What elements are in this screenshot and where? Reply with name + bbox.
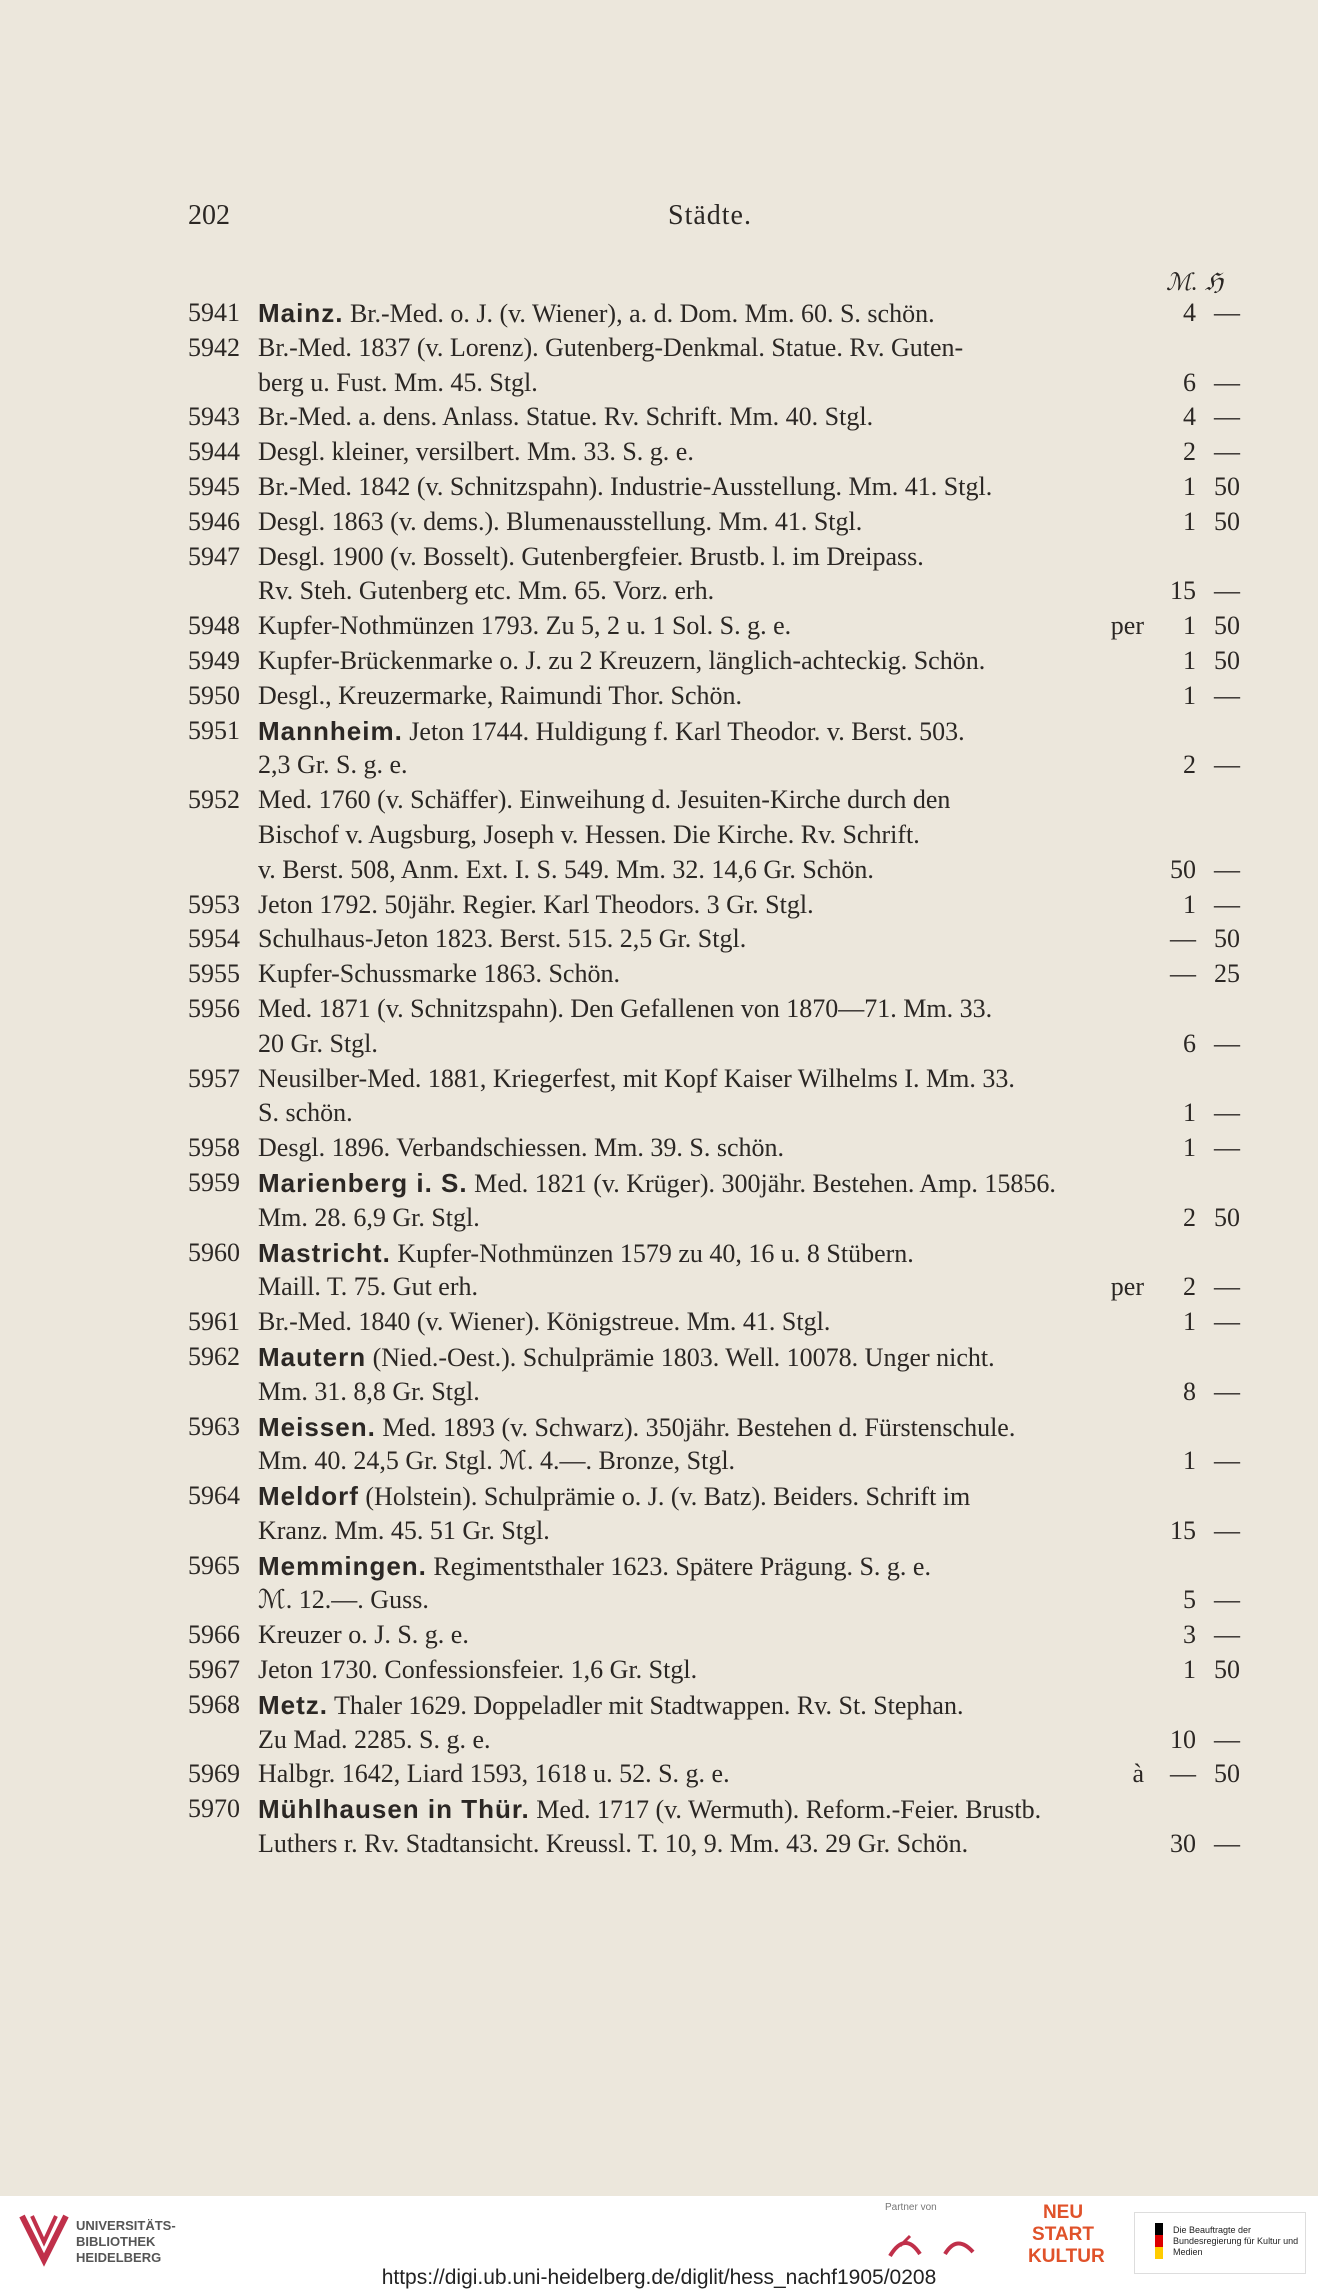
- entry-number: 5967: [188, 1655, 240, 1685]
- entry-number: 5955: [188, 959, 240, 989]
- entry-row: [0, 1479, 1318, 1514]
- entry-description: [258, 1166, 1148, 1202]
- entry-text: Mm. 40. 24,5 Gr. Stgl. ℳ. 4.—. Bronze, Stgl.: [258, 1446, 736, 1476]
- entry-row: [0, 1444, 1318, 1479]
- entry-description: [258, 992, 1148, 1027]
- page-header: [0, 200, 1318, 240]
- entry-description: [258, 748, 1148, 783]
- entry-row: [0, 1410, 1318, 1445]
- entry-price-pfennig: 50: [1214, 924, 1240, 954]
- entry-text: Kupfer-Brückenmarke o. J. zu 2 Kreuzern, länglich-achteckig. Schön.: [258, 645, 986, 675]
- bkm-text: Die Beauftragte der Bundesregierung für Kultur und Medien: [1173, 2225, 1299, 2257]
- entry-text: Br.-Med. 1837 (v. Lorenz). Gutenberg-Denkmal. Statue. Rv. Guten-: [258, 332, 964, 362]
- entry-row: [0, 470, 1318, 505]
- entry-row: [0, 1549, 1318, 1584]
- page-number: 202: [188, 200, 230, 231]
- entry-price-pfennig: 50: [1214, 506, 1240, 536]
- entry-price-pfennig: —: [1214, 1272, 1240, 1302]
- entry-price-pfennig: —: [1214, 1133, 1240, 1163]
- entry-place-name: Meissen.: [258, 1411, 376, 1442]
- currency-pfennig-heading: ℌ: [1205, 270, 1224, 296]
- entry-number: 5968: [188, 1689, 240, 1719]
- entry-price-mark: 8: [1183, 1376, 1196, 1406]
- entry-description: [258, 1827, 1148, 1862]
- entry-text: Zu Mad. 2285. S. g. e.: [258, 1724, 491, 1754]
- entry-price-qualifier: per: [1110, 611, 1144, 641]
- library-line1: UNIVERSITÄTS-: [76, 2218, 176, 2233]
- entry-text: Med. 1717 (v. Wermuth). Reform.-Feier. Brustb.: [529, 1795, 1042, 1825]
- entry-description: [258, 1444, 1148, 1479]
- entry-text: Kreuzer o. J. S. g. e.: [258, 1620, 469, 1650]
- university-library-logo-icon[interactable]: [14, 2208, 74, 2268]
- entry-price-mark: 1: [1183, 506, 1196, 536]
- entry-row: [0, 1027, 1318, 1062]
- entry-place-name: Mastricht.: [258, 1237, 391, 1268]
- entry-price-mark: 6: [1183, 367, 1196, 397]
- entry-row: [0, 1827, 1318, 1862]
- entry-number: 5954: [188, 924, 240, 954]
- entry-description: [258, 1027, 1148, 1062]
- entry-description: [258, 1723, 1148, 1758]
- entry-row: [0, 1583, 1318, 1618]
- entry-price-pfennig: —: [1214, 1376, 1240, 1406]
- neustart-line2: START: [1032, 2224, 1094, 2245]
- partner-label: Partner von: [885, 2202, 937, 2213]
- entry-number: 5969: [188, 1759, 240, 1789]
- entry-row: [0, 609, 1318, 644]
- entry-price-pfennig: —: [1214, 402, 1240, 432]
- entry-price-pfennig: —: [1214, 1515, 1240, 1545]
- entry-price-mark: 1: [1183, 611, 1196, 641]
- entry-row: [0, 505, 1318, 540]
- entry-price-mark: 2: [1183, 1202, 1196, 1232]
- entry-description: [258, 1062, 1148, 1097]
- entry-place-name: Memmingen.: [258, 1550, 427, 1581]
- entry-row: [0, 366, 1318, 401]
- library-line3: HEIDELBERG: [76, 2250, 162, 2265]
- entry-price-pfennig: —: [1214, 1724, 1240, 1754]
- german-flag-icon: [1155, 2223, 1163, 2259]
- entry-price-pfennig: —: [1214, 367, 1240, 397]
- entry-description: [258, 1305, 1148, 1340]
- entry-row: [0, 1653, 1318, 1688]
- entry-price-mark: 4: [1183, 402, 1196, 432]
- entry-number: 5963: [188, 1411, 240, 1441]
- entry-price-mark: —: [1170, 924, 1196, 954]
- entry-row: [0, 435, 1318, 470]
- entry-row: [0, 1062, 1318, 1097]
- entry-description: [258, 574, 1148, 609]
- entry-price-mark: 1: [1183, 645, 1196, 675]
- entry-text: Jeton 1792. 50jähr. Regier. Karl Theodors. 3 Gr. Stgl.: [258, 889, 814, 919]
- entry-text: (Holstein). Schulprämie o. J. (v. Batz). Beiders. Schrift im: [358, 1482, 971, 1512]
- entry-text: Mm. 31. 8,8 Gr. Stgl.: [258, 1376, 480, 1406]
- entry-description: [258, 1514, 1148, 1549]
- neustart-line3: KULTUR: [1028, 2246, 1105, 2267]
- entry-description: [258, 1549, 1148, 1585]
- bkm-logo[interactable]: [1134, 2212, 1306, 2274]
- entry-place-name: Mautern: [258, 1341, 367, 1372]
- entry-price-mark: 1: [1183, 1307, 1196, 1337]
- entry-place-name: Marienberg i. S.: [258, 1167, 468, 1198]
- entry-number: 5945: [188, 471, 240, 501]
- entry-description: [258, 366, 1148, 401]
- entry-price-mark: 1: [1183, 680, 1196, 710]
- entry-price-pfennig: 50: [1214, 1202, 1240, 1232]
- entry-row: [0, 331, 1318, 366]
- library-line2: BIBLIOTHEK: [76, 2234, 156, 2249]
- permalink-url[interactable]: https://digi.ub.uni-heidelberg.de/diglit/hess_nachf1905/0208: [381, 2266, 937, 2289]
- entry-price-mark: 3: [1183, 1620, 1196, 1650]
- entry-price-pfennig: —: [1214, 854, 1240, 884]
- entry-place-name: Metz.: [258, 1689, 328, 1720]
- entry-description: [258, 1375, 1148, 1410]
- entry-row: [0, 1305, 1318, 1340]
- entry-row: [0, 296, 1318, 331]
- entry-row: [0, 1166, 1318, 1201]
- entry-description: [258, 679, 1148, 714]
- partner-logo-icon[interactable]: [885, 2226, 985, 2266]
- entry-number: 5960: [188, 1237, 240, 1267]
- entry-description: [258, 957, 1148, 992]
- entry-text: Desgl. kleiner, versilbert. Mm. 33. S. g. e.: [258, 437, 694, 467]
- entry-description: [258, 853, 1148, 888]
- entry-price-mark: 2: [1183, 437, 1196, 467]
- entry-row: [0, 888, 1318, 923]
- entry-price-qualifier: à: [1132, 1759, 1144, 1789]
- entry-price-pfennig: 50: [1214, 611, 1240, 641]
- entry-description: [258, 783, 1148, 818]
- entry-row: [0, 714, 1318, 749]
- entry-text: Kupfer-Schussmarke 1863. Schön.: [258, 959, 620, 989]
- entry-price-pfennig: —: [1214, 576, 1240, 606]
- entry-description: [258, 1096, 1148, 1131]
- entry-number: 5958: [188, 1133, 240, 1163]
- entry-row: [0, 853, 1318, 888]
- entry-price-pfennig: —: [1214, 750, 1240, 780]
- entry-description: [258, 1479, 1148, 1515]
- entry-text: Halbgr. 1642, Liard 1593, 1618 u. 52. S. g. e.: [258, 1759, 730, 1789]
- entry-text: Jeton 1730. Confessionsfeier. 1,6 Gr. Stgl.: [258, 1655, 698, 1685]
- entry-row: [0, 1375, 1318, 1410]
- entry-description: [258, 1270, 1148, 1305]
- entry-text: Mm. 28. 6,9 Gr. Stgl.: [258, 1202, 480, 1232]
- entry-number: 5959: [188, 1167, 240, 1197]
- entry-text: 20 Gr. Stgl.: [258, 1028, 378, 1058]
- entry-price-mark: 6: [1183, 1028, 1196, 1058]
- entry-number: 5956: [188, 993, 240, 1023]
- entry-text: Desgl. 1900 (v. Bosselt). Gutenbergfeier. Brustb. l. im Dreipass.: [258, 541, 924, 571]
- entry-text: ℳ. 12.—. Guss.: [258, 1585, 429, 1615]
- entry-row: [0, 748, 1318, 783]
- entry-description: [258, 400, 1148, 435]
- entry-row: [0, 1688, 1318, 1723]
- entry-description: [258, 331, 1148, 366]
- entry-description: [258, 1653, 1148, 1688]
- entry-text: Bischof v. Augsburg, Joseph v. Hessen. Die Kirche. Rv. Schrift.: [258, 819, 920, 849]
- entry-text: Br.-Med. 1840 (v. Wiener). Königstreue. Mm. 41. Stgl.: [258, 1307, 831, 1337]
- entry-text: Schulhaus-Jeton 1823. Berst. 515. 2,5 Gr. Stgl.: [258, 924, 747, 954]
- entry-description: [258, 1236, 1148, 1272]
- entry-price-pfennig: —: [1214, 298, 1240, 327]
- entry-text: Kranz. Mm. 45. 51 Gr. Stgl.: [258, 1515, 550, 1545]
- entry-row: [0, 1723, 1318, 1758]
- entry-price-pfennig: —: [1214, 1446, 1240, 1476]
- entry-description: [258, 609, 1148, 644]
- entry-description: [258, 1583, 1148, 1618]
- entry-description: [258, 1410, 1148, 1446]
- entry-row: [0, 1792, 1318, 1827]
- entry-row: [0, 1096, 1318, 1131]
- entry-text: Br.-Med. o. J. (v. Wiener), a. d. Dom. Mm. 60. S. schön.: [343, 299, 935, 328]
- entry-price-qualifier: per: [1110, 1272, 1144, 1302]
- catalogue-entries: [0, 296, 1318, 1862]
- entry-row: [0, 400, 1318, 435]
- entry-price-pfennig: —: [1214, 437, 1240, 467]
- entry-place-name: Mühlhausen in Thür.: [258, 1794, 530, 1825]
- entry-description: [258, 296, 1148, 332]
- entry-number: 5965: [188, 1550, 240, 1580]
- entry-price-mark: 1: [1183, 471, 1196, 501]
- entry-price-mark: 1: [1183, 1133, 1196, 1163]
- entry-text: Br.-Med. 1842 (v. Schnitzspahn). Industrie-Ausstellung. Mm. 41. Stgl.: [258, 471, 993, 501]
- entry-text: Rv. Steh. Gutenberg etc. Mm. 65. Vorz. erh.: [258, 576, 715, 606]
- entry-number: 5949: [188, 645, 240, 675]
- entry-number: 5947: [188, 541, 240, 571]
- entry-row: [0, 679, 1318, 714]
- entry-text: Desgl., Kreuzermarke, Raimundi Thor. Schön.: [258, 680, 743, 710]
- entry-description: [258, 714, 1148, 750]
- entry-row: [0, 1514, 1318, 1549]
- entry-text: berg u. Fust. Mm. 45. Stgl.: [258, 367, 538, 397]
- entry-number: 5957: [188, 1063, 240, 1093]
- entry-row: [0, 783, 1318, 818]
- entry-price-mark: 2: [1183, 750, 1196, 780]
- entry-price-pfennig: —: [1214, 1829, 1240, 1859]
- entry-text: Desgl. 1896. Verbandschiessen. Mm. 39. S. schön.: [258, 1133, 784, 1163]
- entry-number: 5962: [188, 1341, 240, 1371]
- entry-text: Thaler 1629. Doppeladler mit Stadtwappen. Rv. St. Stephan.: [328, 1690, 964, 1720]
- entry-row: [0, 1236, 1318, 1271]
- entry-text: Maill. T. 75. Gut erh.: [258, 1272, 479, 1302]
- entry-text: Med. 1893 (v. Schwarz). 350jähr. Bestehen d. Fürstenschule.: [375, 1412, 1016, 1442]
- entry-description: [258, 1792, 1148, 1828]
- entry-description: [258, 1340, 1148, 1376]
- entry-price-mark: 4: [1183, 298, 1196, 327]
- entry-row: [0, 574, 1318, 609]
- entry-row: [0, 644, 1318, 679]
- entry-description: [258, 1201, 1148, 1236]
- entry-place-name: Mannheim.: [258, 715, 403, 746]
- entry-description: [258, 1757, 1148, 1792]
- entry-number: 5944: [188, 437, 240, 467]
- entry-place-name: Mainz.: [258, 298, 344, 328]
- entry-price-mark: 50: [1170, 854, 1196, 884]
- entry-description: [258, 470, 1148, 505]
- entry-price-pfennig: —: [1214, 1028, 1240, 1058]
- entry-description: [258, 435, 1148, 470]
- entry-price-pfennig: —: [1214, 1620, 1240, 1650]
- entry-price-mark: 5: [1183, 1585, 1196, 1615]
- entry-text: Med. 1821 (v. Krüger). 300jähr. Bestehen. Amp. 15856.: [467, 1168, 1056, 1198]
- entry-description: [258, 644, 1148, 679]
- entry-price-mark: 1: [1183, 1446, 1196, 1476]
- entry-text: (Nied.-Oest.). Schulprämie 1803. Well. 10078. Unger nicht.: [366, 1342, 995, 1372]
- entry-number: 5970: [188, 1794, 240, 1824]
- entry-description: [258, 1618, 1148, 1653]
- entry-price-pfennig: 50: [1214, 645, 1240, 675]
- entry-number: 5948: [188, 611, 240, 641]
- entry-number: 5961: [188, 1307, 240, 1337]
- entry-row: [0, 922, 1318, 957]
- entry-price-pfennig: 25: [1214, 959, 1240, 989]
- currency-mark-heading: ℳ.: [1166, 270, 1198, 296]
- entry-description: [258, 818, 1148, 853]
- entry-text: 2,3 Gr. S. g. e.: [258, 750, 408, 780]
- entry-row: [0, 957, 1318, 992]
- entry-text: Med. 1760 (v. Schäffer). Einweihung d. Jesuiten-Kirche durch den: [258, 785, 951, 815]
- entry-description: [258, 540, 1148, 575]
- entry-price-mark: 15: [1170, 1515, 1196, 1545]
- entry-number: 5964: [188, 1481, 240, 1511]
- entry-row: [0, 1201, 1318, 1236]
- entry-number: 5941: [188, 298, 240, 327]
- entry-row: [0, 1131, 1318, 1166]
- entry-text: Br.-Med. a. dens. Anlass. Statue. Rv. Schrift. Mm. 40. Stgl.: [258, 402, 874, 432]
- entry-text: Luthers r. Rv. Stadtansicht. Kreussl. T. 10, 9. Mm. 43. 29 Gr. Schön.: [258, 1829, 969, 1859]
- running-title: Städte.: [668, 200, 752, 231]
- entry-text: Kupfer-Nothmünzen 1793. Zu 5, 2 u. 1 Sol. S. g. e.: [258, 611, 792, 641]
- entry-price-mark: 1: [1183, 1655, 1196, 1685]
- entry-number: 5942: [188, 332, 240, 362]
- entry-price-mark: 10: [1170, 1724, 1196, 1754]
- entry-number: 5943: [188, 402, 240, 432]
- entry-price-pfennig: 50: [1214, 1759, 1240, 1789]
- university-library-name: [76, 2218, 176, 2266]
- entry-price-pfennig: —: [1214, 1307, 1240, 1337]
- entry-row: [0, 540, 1318, 575]
- entry-price-pfennig: —: [1214, 1585, 1240, 1615]
- entry-text: Kupfer-Nothmünzen 1579 zu 40, 16 u. 8 Stübern.: [390, 1238, 914, 1268]
- entry-number: 5951: [188, 715, 240, 745]
- entry-price-mark: 2: [1183, 1272, 1196, 1302]
- entry-row: [0, 1270, 1318, 1305]
- entry-row: [0, 818, 1318, 853]
- entry-number: 5950: [188, 680, 240, 710]
- entry-description: [258, 1688, 1148, 1724]
- entry-price-pfennig: 50: [1214, 1655, 1240, 1685]
- entry-price-mark: 1: [1183, 1098, 1196, 1128]
- entry-text: Desgl. 1863 (v. dems.). Blumenausstellung. Mm. 41. Stgl.: [258, 506, 863, 536]
- entry-row: [0, 992, 1318, 1027]
- entry-text: Med. 1871 (v. Schnitzspahn). Den Gefallenen von 1870—71. Mm. 33.: [258, 993, 993, 1023]
- entry-price-mark: 1: [1183, 889, 1196, 919]
- neustart-line1: NEU: [1042, 2202, 1084, 2223]
- entry-text: v. Berst. 508, Anm. Ext. I. S. 549. Mm. 32. 14,6 Gr. Schön.: [258, 854, 874, 884]
- entry-number: 5952: [188, 785, 240, 815]
- entry-description: [258, 505, 1148, 540]
- footer-bar: [0, 2196, 1318, 2290]
- entry-number: 5946: [188, 506, 240, 536]
- entry-price-pfennig: —: [1214, 680, 1240, 710]
- entry-price-pfennig: —: [1214, 1098, 1240, 1128]
- entry-text: Jeton 1744. Huldigung f. Karl Theodor. v. Berst. 503.: [402, 716, 965, 746]
- entry-description: [258, 1131, 1148, 1166]
- entry-text: S. schön.: [258, 1098, 353, 1128]
- entry-number: 5953: [188, 889, 240, 919]
- entry-text: Neusilber-Med. 1881, Kriegerfest, mit Kopf Kaiser Wilhelms I. Mm. 33.: [258, 1063, 1015, 1093]
- entry-row: [0, 1757, 1318, 1792]
- entry-description: [258, 888, 1148, 923]
- entry-description: [258, 922, 1148, 957]
- entry-price-mark: —: [1170, 1759, 1196, 1789]
- entry-row: [0, 1340, 1318, 1375]
- entry-number: 5966: [188, 1620, 240, 1650]
- entry-price-pfennig: —: [1214, 889, 1240, 919]
- entry-price-mark: 15: [1170, 576, 1196, 606]
- entry-row: [0, 1618, 1318, 1653]
- entry-price-mark: 30: [1170, 1829, 1196, 1859]
- entry-price-pfennig: 50: [1214, 471, 1240, 501]
- entry-text: Regimentsthaler 1623. Spätere Prägung. S. g. e.: [426, 1551, 931, 1581]
- entry-price-mark: —: [1170, 959, 1196, 989]
- entry-place-name: Meldorf: [258, 1481, 359, 1512]
